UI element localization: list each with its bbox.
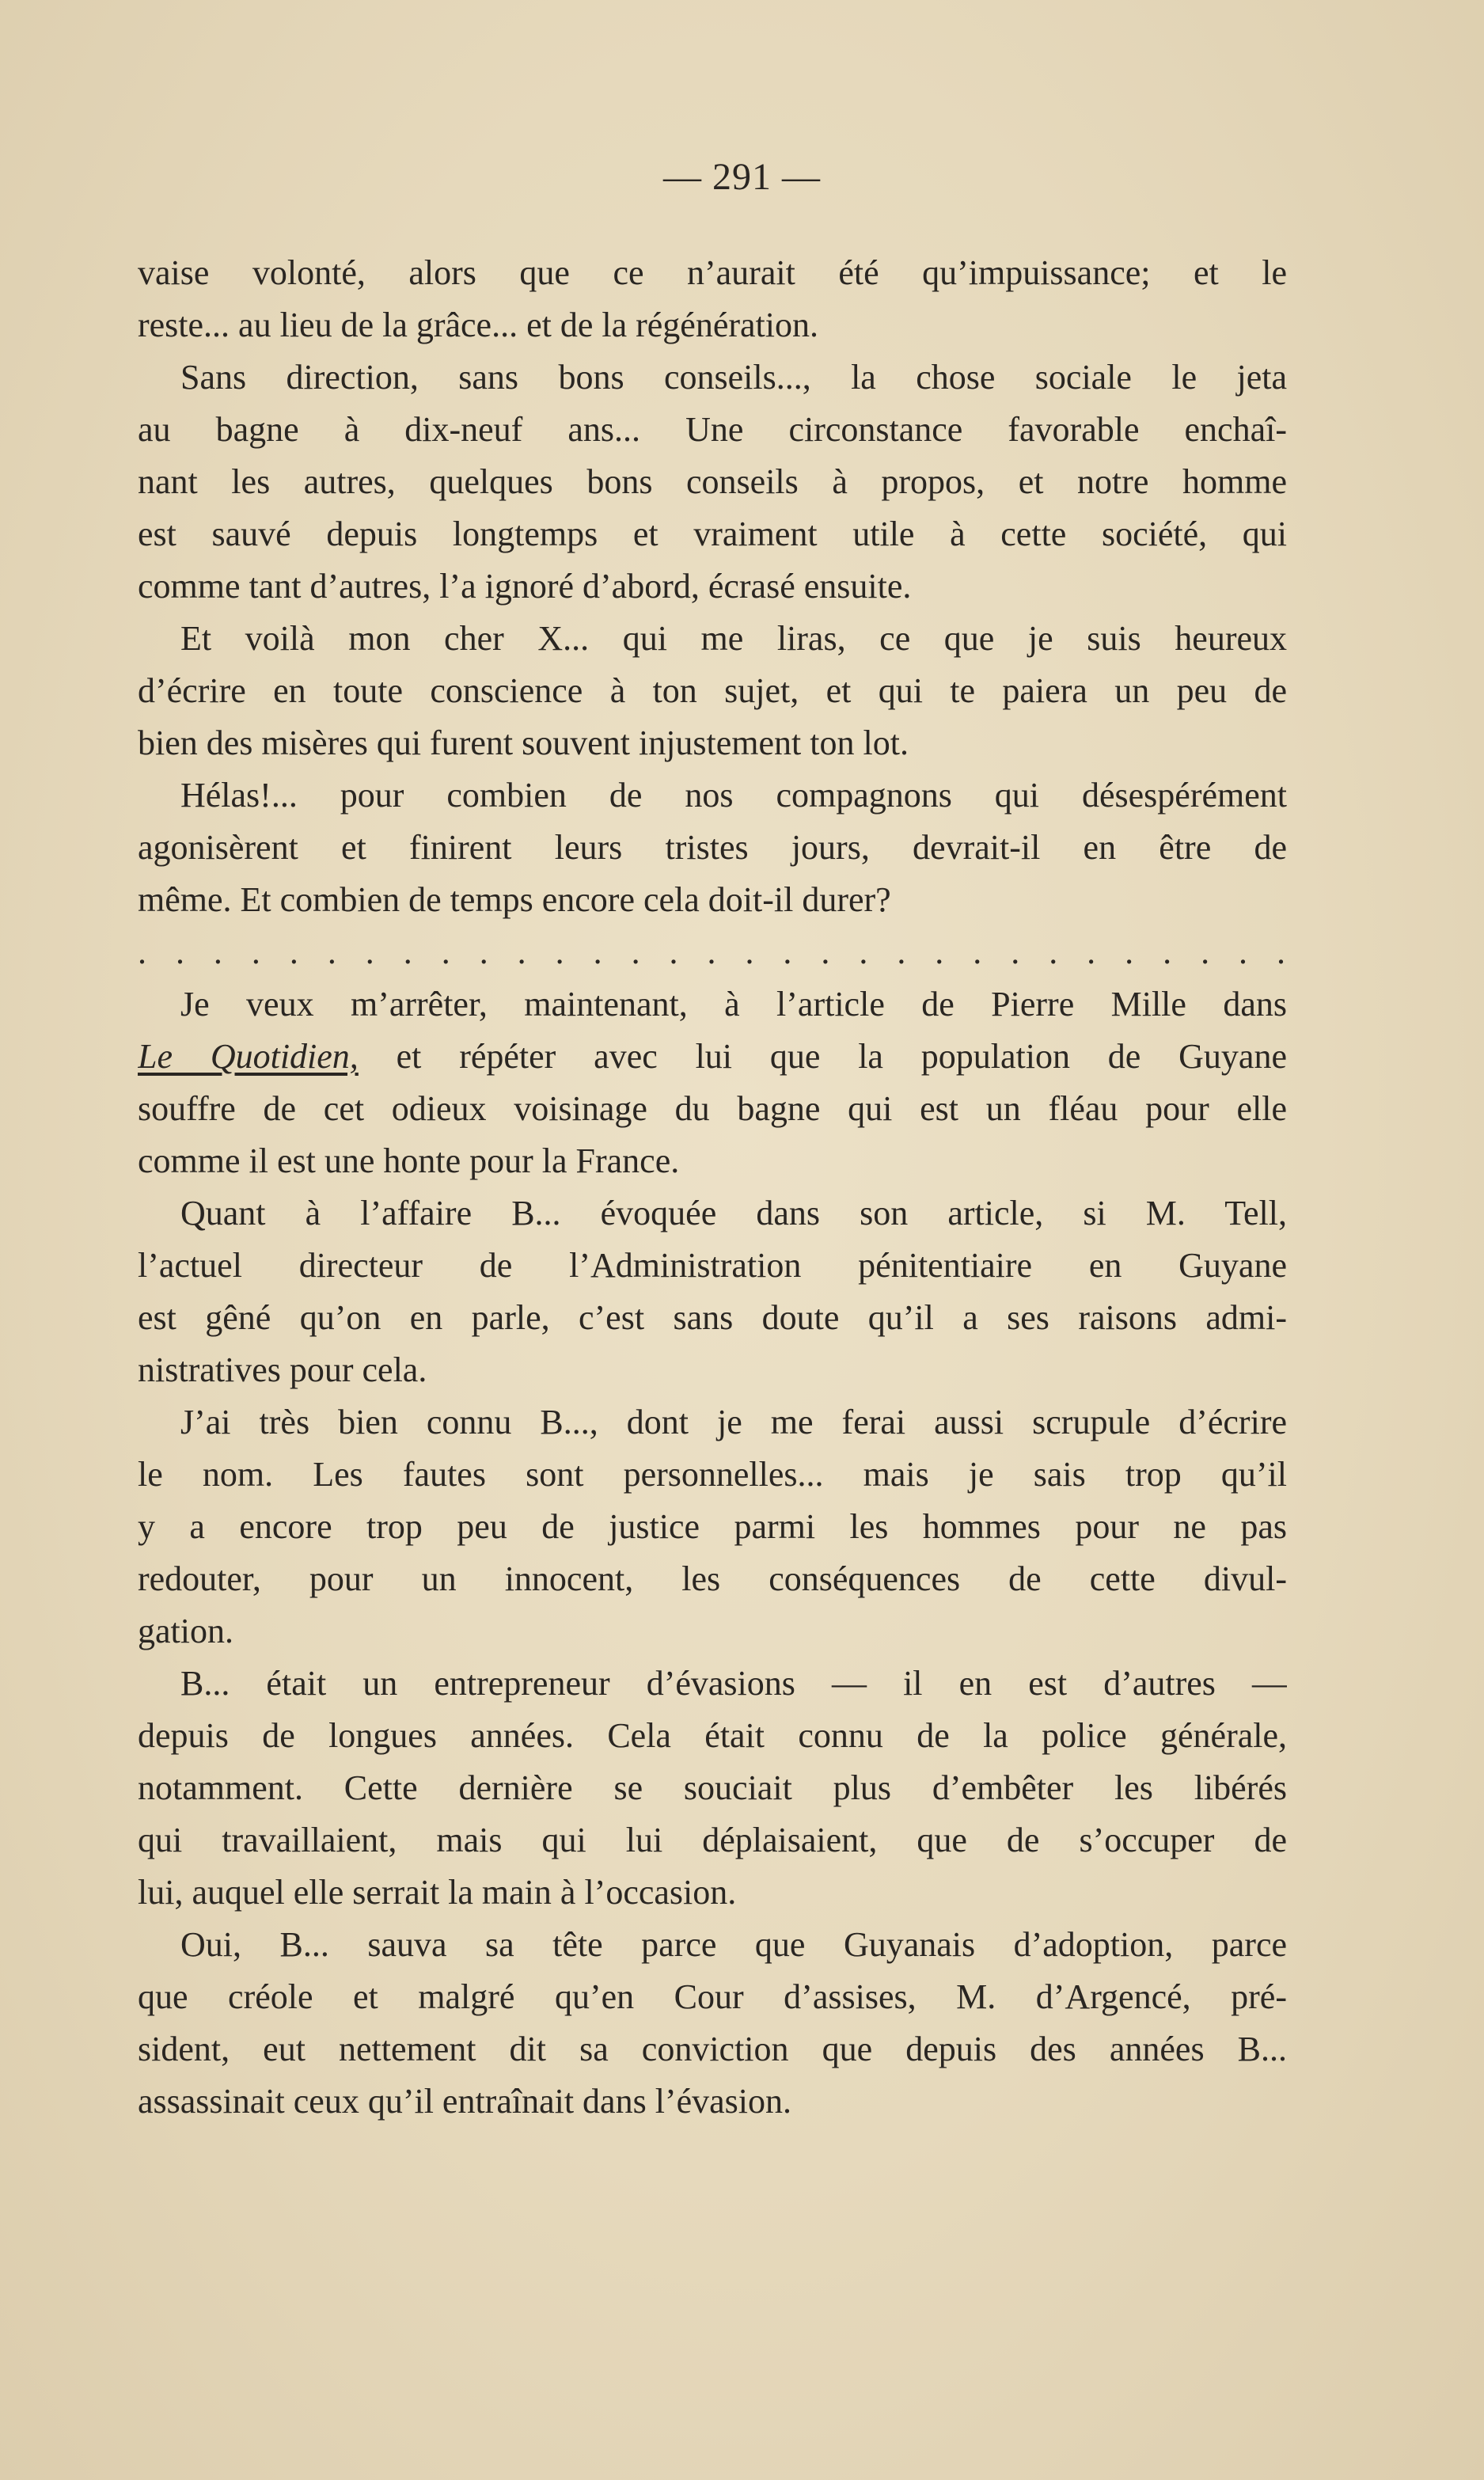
text-line: bien des misères qui furent souvent injustement ton lot. xyxy=(138,723,909,762)
text-line: est gêné qu’on en parle, c’est sans doute qu’il a ses raisons admi- xyxy=(138,1298,1287,1337)
text-line: vaise volonté, alors que ce n’aurait été qu’impuissance; et le xyxy=(138,253,1287,292)
text-line: au bagne à dix-neuf ans... Une circonstance favorable enchaî- xyxy=(138,410,1287,449)
page-number: — 291 — xyxy=(663,156,821,198)
text-line: redouter, pour un innocent, les conséquences de cette divul- xyxy=(138,1559,1287,1598)
text-line: sident, eut nettement dit sa conviction que depuis des années B... xyxy=(138,2030,1287,2068)
text-line: d’écrire en toute conscience à ton sujet, et qui te paiera un peu de xyxy=(138,671,1287,710)
body-text xyxy=(138,247,1287,2128)
text-line: Oui, B... sauva sa tête parce que Guyanais d’adoption, parce xyxy=(180,1925,1287,1964)
text-line: notamment. Cette dernière se souciait plus d’embêter les libérés xyxy=(138,1768,1287,1807)
text-line: Hélas!... pour combien de nos compagnons qui désespérément xyxy=(180,776,1287,815)
text-line: souffre de cet odieux voisinage du bagne qui est un fléau pour elle xyxy=(138,1089,1287,1128)
text-line: Et voilà mon cher X... qui me liras, ce que je suis heureux xyxy=(180,619,1287,658)
text-line xyxy=(138,1031,1287,1083)
text-line: assassinait ceux qu’il entraînait dans l’évasion. xyxy=(138,2082,791,2121)
text-line: y a encore trop peu de justice parmi les hommes pour ne pas xyxy=(138,1507,1287,1546)
text-line: Sans direction, sans bons conseils..., la chose sociale le jeta xyxy=(180,358,1287,397)
text-line: gation. xyxy=(138,1612,233,1650)
text-line: Quant à l’affaire B... évoquée dans son article, si M. Tell, xyxy=(180,1194,1287,1232)
text-line: qui travaillaient, mais qui lui déplaisaient, que de s’occuper de xyxy=(138,1821,1287,1859)
text-line: lui, auquel elle serrait la main à l’occasion. xyxy=(138,1873,737,1912)
text-line: que créole et malgré qu’en Cour d’assises, M. d’Argencé, pré- xyxy=(138,1977,1287,2016)
text-line-rest: et répéter avec lui que la population de Guyane xyxy=(358,1037,1287,1076)
text-line: comme il est une honte pour la France. xyxy=(138,1141,680,1180)
text-line: l’actuel directeur de l’Administration pénitentiaire en Guyane xyxy=(138,1246,1287,1285)
text-line: Je veux m’arrêter, maintenant, à l’article de Pierre Mille dans xyxy=(180,985,1287,1024)
text-line: le nom. Les fautes sont personnelles... mais je sais trop qu’il xyxy=(138,1455,1287,1494)
text-line: reste... au lieu de la grâce... et de la régénération. xyxy=(138,306,818,344)
text-line: depuis de longues années. Cela était connu de la police générale, xyxy=(138,1716,1287,1755)
text-line: est sauvé depuis longtemps et vraiment utile à cette société, qui xyxy=(138,515,1287,553)
text-line: nant les autres, quelques bons conseils à propos, et notre homme xyxy=(138,462,1287,501)
text-line: B... était un entrepreneur d’évasions — il en est d’autres — xyxy=(180,1664,1287,1703)
text-line: J’ai très bien connu B..., dont je me ferai aussi scrupule d’écrire xyxy=(180,1403,1287,1441)
text-line: comme tant d’autres, l’a ignoré d’abord, écrasé ensuite. xyxy=(138,567,912,606)
text-line: agonisèrent et finirent leurs tristes jours, devrait-il en être de xyxy=(138,828,1287,867)
text-line: même. Et combien de temps encore cela doit-il durer? xyxy=(138,880,891,919)
dotted-separator: . . . . . . . . . . . . . . . . . . . . . . . . . . . . . . . xyxy=(138,932,1287,971)
text-line: nistratives pour cela. xyxy=(138,1350,427,1389)
newspaper-title: Le Quotidien, xyxy=(138,1037,359,1076)
